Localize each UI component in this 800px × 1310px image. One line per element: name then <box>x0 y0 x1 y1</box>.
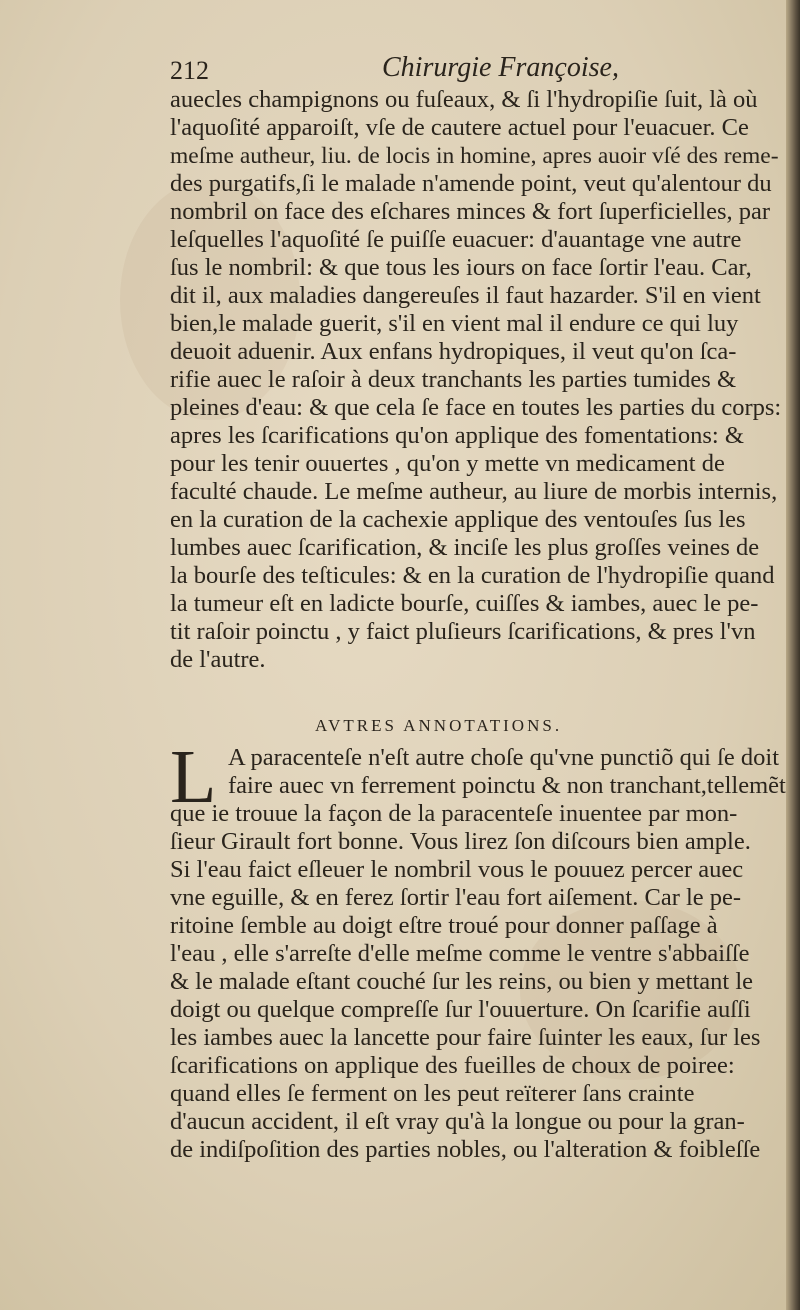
text-line: A paracenteſe n'eſt autre choſe qu'vne punctiõ qui ſe doit <box>228 744 780 771</box>
text-line: quand elles ſe ferment on les peut reïterer ſans crainte <box>170 1080 695 1107</box>
text-line: lumbes auec ſcarification, & inciſe les plus groſſes veines de <box>170 534 760 561</box>
text-line: doigt ou quelque compreſſe ſur l'ouuerture. On ſcarifie auſſi <box>170 996 751 1023</box>
text-line: de l'autre. <box>170 646 266 673</box>
text-line: d'aucun accident, il eſt vray qu'à la longue ou pour la gran- <box>170 1108 745 1135</box>
text-line: nombril on face des eſchares minces & fort ſuperficielles, par <box>170 198 771 225</box>
text-line: faire auec vn ferrement poinctu & non tranchant,tellemẽt <box>228 772 786 799</box>
annotations-lines <box>170 800 790 1164</box>
text-line: bien,le malade guerit, s'il en vient mal il endure ce qui luy <box>170 310 739 337</box>
text-line: leſquelles l'aquoſité ſe puiſſe euacuer: d'auantage vne autre <box>170 226 742 253</box>
text-line: de indiſpoſition des parties nobles, ou l'alteration & foibleſſe <box>170 1136 761 1163</box>
text-line: dit il, aux maladies dangereuſes il faut hazarder. S'il en vient <box>170 282 761 309</box>
text-line: deuoit aduenir. Aux enfans hydropiques, il veut qu'on ſca- <box>170 338 737 365</box>
text-line: meſme autheur, liu. de locis in homine, apres auoir vſé des reme- <box>170 143 779 169</box>
text-line: & le malade eſtant couché ſur les reins, ou bien y mettant le <box>170 968 754 995</box>
running-title: Chirurgie Françoise, <box>382 52 619 83</box>
text-line: la tumeur eſt en ladicte bourſe, cuiſſes & iambes, auec le pe- <box>170 590 759 617</box>
text-line: l'aquoſité apparoiſt, vſe de cautere actuel pour l'euacuer. Ce <box>170 114 749 141</box>
section-heading: AVTRES ANNOTATIONS. <box>315 716 563 735</box>
text-line: pour les tenir ouuertes , qu'on y mette vn medicament de <box>170 450 725 477</box>
text-line: faculté chaude. Le meſme autheur, au liure de morbis internis, <box>170 478 778 505</box>
text-line: les iambes auec la lancette pour faire ſuinter les eaux, ſur les <box>170 1024 761 1051</box>
text-line: en la curation de la cachexie applique des ventouſes ſus les <box>170 506 746 533</box>
text-line: vne eguille, & en ferez ſortir l'eau fort aiſement. Car le pe- <box>170 884 742 911</box>
text-line: ſieur Girault fort bonne. Vous lirez ſon diſcours bien ample. <box>170 828 751 855</box>
text-line: que ie trouue la façon de la paracenteſe inuentee par mon- <box>170 800 738 827</box>
text-line: ritoine ſemble au doigt eſtre troué pour donner paſſage à <box>170 912 718 939</box>
text-line: pleines d'eau: & que cela ſe face en toutes les parties du corps: <box>170 394 782 421</box>
page-number: 212 <box>170 56 209 85</box>
text-line: Si l'eau faict eſleuer le nombril vous le pouuez percer auec <box>170 856 744 883</box>
drop-cap-letter: L <box>170 735 217 819</box>
text-line: tit raſoir poinctu , y faict pluſieurs ſcarifications, & pres l'vn <box>170 618 756 645</box>
text-line: rifie auec le raſoir à deux tranchants les parties tumides & <box>170 366 737 393</box>
main-text-block <box>170 86 790 674</box>
text-line: ſus le nombril: & que tous les iours on face ſortir l'eau. Car, <box>170 254 752 281</box>
text-line: l'eau , elle s'arreſte d'elle meſme comme le ventre s'abbaiſſe <box>170 940 750 967</box>
text-line: des purgatifs,ſi le malade n'amende point, veut qu'alentour du <box>170 170 772 197</box>
text-line: auecles champignons ou fuſeaux, & ſi l'hydropiſie ſuit, là où <box>170 86 758 113</box>
text-line: apres les ſcarifications qu'on applique des fomentations: & <box>170 422 744 449</box>
text-line: la bourſe des teſticules: & en la curation de l'hydropiſie quand <box>170 562 775 589</box>
text-line: ſcarifications on applique des fueilles de choux de poiree: <box>170 1052 735 1079</box>
annotations-text-block <box>170 735 790 1164</box>
